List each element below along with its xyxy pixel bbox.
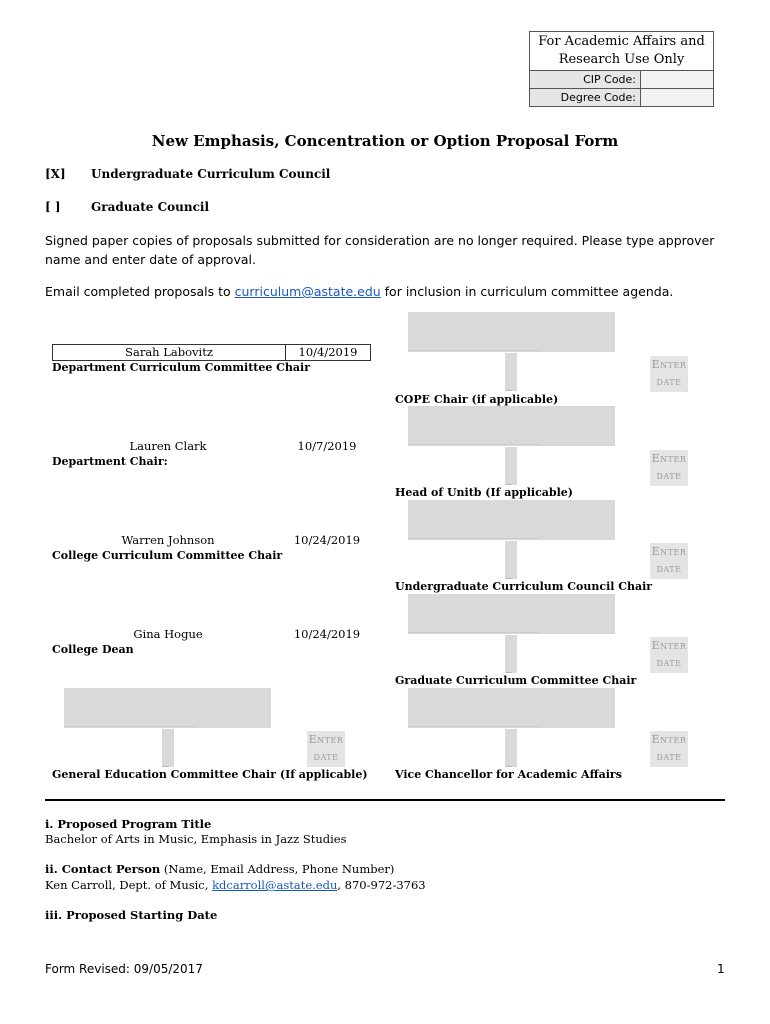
cope-dash: _ bbox=[506, 378, 512, 391]
unit-head-enter-date-line2: date bbox=[656, 469, 682, 482]
ucc-enter-date[interactable] bbox=[650, 543, 688, 579]
page-number: 1 bbox=[717, 962, 725, 976]
college-dean-name[interactable]: Gina Hogue bbox=[133, 627, 203, 641]
dept-chair-date[interactable]: 10/7/2019 bbox=[297, 439, 357, 453]
use-box-title: For Academic Affairs and Research Use Only bbox=[530, 32, 713, 71]
gen-ed-enter-date[interactable] bbox=[307, 731, 345, 767]
email-text-before: Email completed proposals to bbox=[45, 284, 235, 299]
unit-head-dash: _ bbox=[506, 472, 512, 485]
gen-ed-name-underscores: ________________________ bbox=[64, 714, 196, 727]
ucc-chair-role: Undergraduate Curriculum Council Chair bbox=[395, 580, 653, 593]
section-divider bbox=[45, 799, 725, 801]
ucc-enter-date-line2: date bbox=[656, 562, 682, 575]
unit-head-enter-date[interactable] bbox=[650, 450, 688, 486]
gcc-enter-date-line2: date bbox=[656, 656, 682, 669]
cope-chair-role: COPE Chair (if applicable) bbox=[395, 393, 559, 406]
gcc-dash-field[interactable] bbox=[505, 635, 517, 673]
email-text-after: for inclusion in curriculum committee agenda. bbox=[380, 284, 674, 299]
unit-head-name-underscores: ________________________ bbox=[408, 432, 540, 445]
dept-chair-role: Department Chair: bbox=[52, 455, 168, 468]
cip-code-label: CIP Code: bbox=[530, 71, 641, 88]
cip-code-row bbox=[530, 71, 713, 88]
gcc-chair-name-field[interactable] bbox=[408, 594, 615, 634]
gen-ed-dash: _ bbox=[163, 754, 169, 767]
degree-code-row bbox=[530, 88, 713, 106]
cip-code-field[interactable] bbox=[641, 71, 713, 88]
form-title: New Emphasis, Concentration or Option Proposal Form bbox=[151, 132, 619, 150]
form-revised: Form Revised: 09/05/2017 bbox=[45, 962, 203, 976]
dept-curriculum-chair-date[interactable]: 10/4/2019 bbox=[298, 345, 358, 359]
gen-ed-dash-field[interactable] bbox=[162, 729, 174, 767]
council-mark-undergraduate[interactable]: [X] bbox=[45, 167, 66, 181]
program-title-heading: i. Proposed Program Title bbox=[45, 817, 212, 831]
contact-before: Ken Carroll, Dept. of Music, bbox=[45, 878, 213, 892]
vc-dash-field[interactable] bbox=[505, 729, 517, 767]
vc-role: Vice Chancellor for Academic Affairs bbox=[395, 768, 622, 781]
program-title-value[interactable]: Bachelor of Arts in Music, Emphasis in Jazz Studies bbox=[45, 832, 347, 846]
degree-code-field[interactable] bbox=[641, 89, 713, 106]
contact-after: , 870-972-3763 bbox=[337, 878, 426, 892]
cope-dash-field[interactable] bbox=[505, 353, 517, 391]
unit-head-enter-date-line1: Enter bbox=[651, 452, 687, 465]
cope-enter-date-line2: date bbox=[656, 375, 682, 388]
gcc-enter-date-line1: Enter bbox=[651, 639, 687, 652]
vc-enter-date[interactable] bbox=[650, 731, 688, 767]
gcc-enter-date[interactable] bbox=[650, 637, 688, 673]
contact-heading-line bbox=[45, 862, 394, 876]
college-curriculum-chair-role: College Curriculum Committee Chair bbox=[52, 549, 283, 562]
gen-ed-enter-date-line1: Enter bbox=[308, 733, 344, 746]
starting-date-heading: iii. Proposed Starting Date bbox=[45, 908, 218, 922]
college-curriculum-chair-name[interactable]: Warren Johnson bbox=[121, 533, 215, 547]
ucc-dash-field[interactable] bbox=[505, 541, 517, 579]
dept-curriculum-chair-role: Department Curriculum Committee Chair bbox=[52, 361, 311, 374]
ucc-name-underscores: ________________________ bbox=[408, 526, 540, 539]
degree-code-label: Degree Code: bbox=[530, 89, 641, 106]
contact-value[interactable] bbox=[45, 878, 426, 892]
vc-name-field[interactable] bbox=[408, 688, 615, 728]
dept-chair-name[interactable]: Lauren Clark bbox=[129, 439, 207, 453]
council-label-undergraduate: Undergraduate Curriculum Council bbox=[91, 167, 331, 181]
cope-enter-date[interactable] bbox=[650, 356, 688, 392]
vc-name-underscores: ________________________ bbox=[408, 714, 540, 727]
gcc-dash: _ bbox=[506, 660, 512, 673]
contact-note: (Name, Email Address, Phone Number) bbox=[160, 862, 395, 876]
college-curriculum-chair-date[interactable]: 10/24/2019 bbox=[293, 533, 361, 547]
email-instructions bbox=[45, 282, 725, 301]
council-mark-graduate[interactable]: [ ] bbox=[45, 200, 61, 214]
gcc-name-underscores: ________________________ bbox=[408, 620, 540, 633]
vc-dash: _ bbox=[506, 754, 512, 767]
contact-email-link[interactable]: kdcarroll@astate.edu bbox=[212, 878, 338, 892]
vc-enter-date-line1: Enter bbox=[651, 733, 687, 746]
ucc-enter-date-line1: Enter bbox=[651, 545, 687, 558]
contact-heading: ii. Contact Person bbox=[45, 862, 161, 876]
ucc-dash: _ bbox=[506, 566, 512, 579]
cope-enter-date-line1: Enter bbox=[651, 358, 687, 371]
signed-instructions: Signed paper copies of proposals submitted for consideration are no longer required. Please type approver name and enter date of approval. bbox=[45, 233, 715, 267]
college-dean-role: College Dean bbox=[52, 643, 134, 656]
gen-ed-chair-role: General Education Committee Chair (If applicable) bbox=[52, 768, 368, 781]
college-dean-date[interactable]: 10/24/2019 bbox=[293, 627, 361, 641]
cope-chair-name-field[interactable] bbox=[408, 312, 615, 352]
dept-curriculum-signature-box bbox=[52, 344, 371, 361]
gen-ed-enter-date-line2: date bbox=[313, 750, 339, 763]
gen-ed-chair-name-field[interactable] bbox=[64, 688, 271, 728]
cope-name-underscores: ________________________ bbox=[408, 338, 540, 351]
unit-head-role: Head of Unitb (If applicable) bbox=[395, 486, 573, 499]
unit-head-name-field[interactable] bbox=[408, 406, 615, 446]
dept-curriculum-chair-name[interactable]: Sarah Labovitz bbox=[53, 345, 286, 360]
academic-affairs-use-box bbox=[529, 31, 714, 107]
ucc-chair-name-field[interactable] bbox=[408, 500, 615, 540]
council-label-graduate: Graduate Council bbox=[91, 200, 210, 214]
curriculum-email-link[interactable]: curriculum@astate.edu bbox=[234, 284, 381, 299]
gcc-chair-role: Graduate Curriculum Committee Chair bbox=[395, 674, 637, 687]
unit-head-dash-field[interactable] bbox=[505, 447, 517, 485]
vc-enter-date-line2: date bbox=[656, 750, 682, 763]
